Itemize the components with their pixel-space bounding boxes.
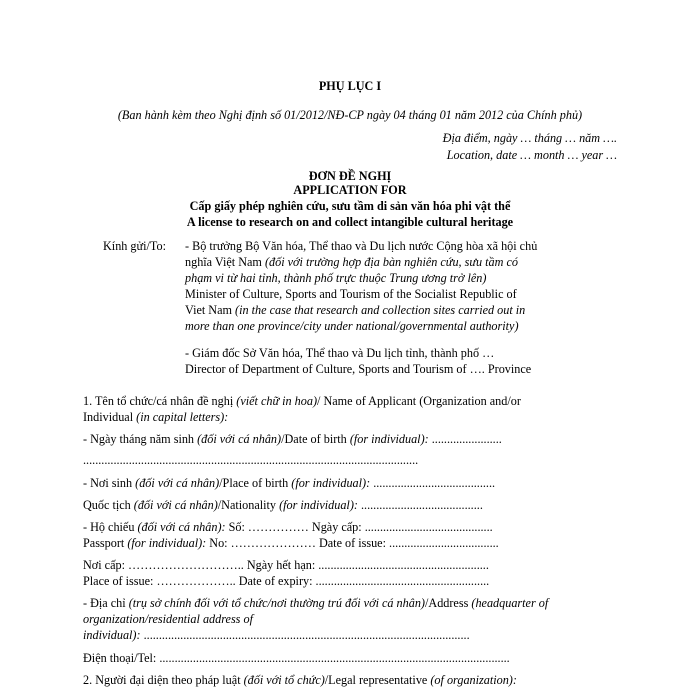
pob-note-en: (for individual): xyxy=(291,476,371,490)
field-1-name-line-1 xyxy=(83,393,521,409)
recipient-1-line-5-text: Viet Nam xyxy=(185,303,236,317)
passport-note-en: (for individual): xyxy=(127,536,207,550)
title-en: APPLICATION FOR xyxy=(293,183,407,197)
dob-field[interactable] xyxy=(83,431,502,447)
pob-note-vi: (đối với cá nhân) xyxy=(135,476,220,490)
address-note-en: (headquarter of xyxy=(471,596,549,610)
place-date-en: Location, date … month … year … xyxy=(446,148,617,162)
passport-blanks-vi[interactable]: Số: …………… Ngày cấp: .......................................... xyxy=(225,520,493,534)
passport-blanks-en[interactable]: No: ………………… Date of issue: .................................... xyxy=(206,536,499,550)
issued-with-note: (Ban hành kèm theo Nghị định số 01/2012/NĐ-CP ngày 04 tháng 01 năm 2012 của Chính phủ) xyxy=(117,108,583,122)
subtitle-en: A license to research on and collect intangible cultural heritage xyxy=(186,215,514,229)
nationality-label-en: /Nationality xyxy=(217,498,280,512)
place-of-issue-en[interactable]: Place of issue: ……………….. Date of expiry: ......................................................... xyxy=(83,574,490,588)
address-label-vi: - Địa chỉ xyxy=(83,596,129,610)
passport-label-vi: - Hộ chiếu xyxy=(83,520,138,534)
recipient-1-line-2-text: nghĩa Việt Nam xyxy=(185,255,265,269)
recipient-1-line-5 xyxy=(185,302,525,318)
place-date-vi: Địa điểm, ngày … tháng … năm …. xyxy=(442,131,617,145)
legal-rep-label-vi: 2. Người đại diện theo pháp luật xyxy=(83,673,244,687)
address-label-en: /Address xyxy=(425,596,472,610)
nationality-note-en: (for individual): xyxy=(279,498,358,512)
recipient-1-line-2-note: (đối với trường hợp địa bàn nghiên cứu, sưu tầm có xyxy=(264,255,519,269)
field-1-note-vi: (viết chữ in hoa) xyxy=(236,394,318,408)
legal-rep-note-vi: (đối với tổ chức) xyxy=(243,673,325,687)
dob-blank[interactable]: ....................... xyxy=(428,432,502,446)
appendix-title: PHỤ LỤC I xyxy=(318,79,382,93)
address-field-line-1 xyxy=(83,595,548,611)
tel-field[interactable] xyxy=(83,650,510,666)
tel-blank[interactable]: ................................................................................................................... xyxy=(156,651,510,665)
recipient-1-line-2 xyxy=(185,254,518,270)
recipient-2-line-2: Director of Department of Culture, Sports and Tourism of …. Province xyxy=(185,362,532,376)
place-of-issue-vi[interactable]: Nơi cấp: ……………………….. Ngày hết hạn: ........................................................ xyxy=(83,558,489,572)
recipient-1-line-4: Minister of Culture, Sports and Tourism of the Socialist Republic of xyxy=(185,287,517,301)
legal-representative-heading xyxy=(83,672,517,688)
recipient-2-line-1: - Giám đốc Sở Văn hóa, Thể thao và Du lịch tỉnh, thành phố … xyxy=(185,346,495,360)
passport-field-vi[interactable] xyxy=(83,519,493,535)
dob-label-en: /Date of birth xyxy=(281,432,350,446)
field-1-label-en-cont: Individual xyxy=(83,410,137,424)
address-field-line-3[interactable] xyxy=(83,627,470,643)
recipient-1-line-1: - Bộ trưởng Bộ Văn hóa, Thể thao và Du lịch nước Cộng hòa xã hội chủ xyxy=(185,239,538,253)
dob-note-en: (for individual): xyxy=(349,432,429,446)
dob-label-vi: - Ngày tháng năm sinh xyxy=(83,432,198,446)
passport-note-vi: (đối với cá nhân): xyxy=(137,520,226,534)
address-field-line-2: organization/residential address of xyxy=(83,612,253,626)
pob-blank[interactable]: ........................................ xyxy=(370,476,496,490)
recipient-1-line-3: phạm vi từ hai tỉnh, thành phố trực thuộc Trung ương trở lên) xyxy=(185,271,487,285)
nationality-note-vi: (đối với cá nhân) xyxy=(133,498,218,512)
field-1-label-en: / Name of Applicant (Organization and/or xyxy=(317,394,521,408)
passport-field-en[interactable] xyxy=(83,535,499,551)
recipient-1-line-6: more than one province/city under national/governmental authority) xyxy=(185,319,519,333)
address-note-en-cont: individual): xyxy=(83,628,141,642)
dob-blank-line-2[interactable]: .............................................................................................................. xyxy=(83,453,419,467)
pob-field[interactable] xyxy=(83,475,495,491)
recipient-1-line-5-note: (in the case that research and collection sites carried out in xyxy=(235,303,526,317)
nationality-label-vi: Quốc tịch xyxy=(83,498,134,512)
field-1-label-vi: 1. Tên tổ chức/cá nhân đề nghị xyxy=(83,394,237,408)
dob-note-vi: (đối với cá nhân) xyxy=(197,432,282,446)
legal-rep-label-en: /Legal representative xyxy=(324,673,431,687)
legal-rep-note-en: (of organization): xyxy=(430,673,517,687)
pob-label-vi: - Nơi sinh xyxy=(83,476,136,490)
pob-label-en: /Place of birth xyxy=(219,476,292,490)
field-1-name-line-2 xyxy=(83,409,228,425)
nationality-blank[interactable]: ........................................ xyxy=(357,498,483,512)
address-blank[interactable]: ........................................................................................................... xyxy=(140,628,470,642)
subtitle-vi: Cấp giấy phép nghiên cứu, sưu tầm di sản văn hóa phi vật thể xyxy=(189,199,511,213)
passport-label-en: Passport xyxy=(83,536,128,550)
field-1-note-en: (in capital letters): xyxy=(136,410,229,424)
recipient-label: Kính gửi/To: xyxy=(103,239,166,253)
nationality-field[interactable] xyxy=(83,497,483,513)
tel-label: Điện thoại/Tel: xyxy=(83,651,157,665)
title-vi: ĐƠN ĐỀ NGHỊ xyxy=(308,169,392,183)
address-note-vi: (trụ sở chính đối với tổ chức/nơi thường trú đối với cá nhân) xyxy=(128,596,425,610)
